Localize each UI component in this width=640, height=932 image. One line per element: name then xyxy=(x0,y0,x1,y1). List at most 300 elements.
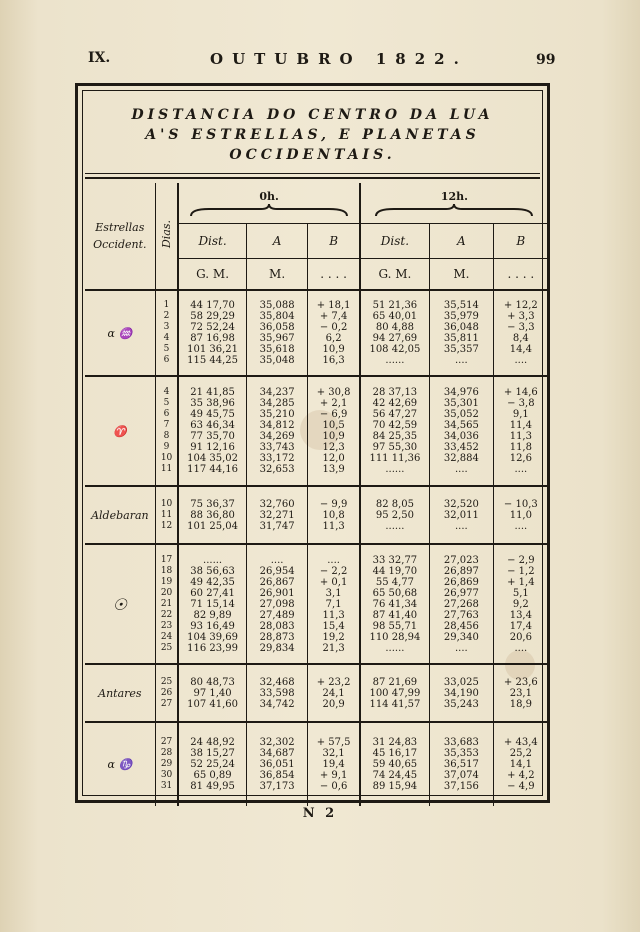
cell-line: 35,967 xyxy=(259,333,295,344)
title-line-1: DISTANCIA DO CENTRO DA LUA xyxy=(131,107,494,123)
cell-line: 28,456 xyxy=(443,620,479,632)
cell-line: − 3,3 xyxy=(507,322,535,333)
cell-line: + 23,6 xyxy=(503,676,538,688)
cell-line: 25 xyxy=(160,676,173,687)
cell-line: 37,074 xyxy=(443,770,479,781)
cell-line: 33,025 xyxy=(443,676,479,688)
a-0-cell xyxy=(246,664,308,722)
cell-line: 15,4 xyxy=(322,620,345,632)
cell-line: 13,9 xyxy=(322,464,345,475)
cell-line: 28 xyxy=(160,748,173,758)
cell-line: 9,1 xyxy=(512,409,529,420)
star-name: Aldebaran xyxy=(85,486,155,544)
cell-line: 59 40,65 xyxy=(372,759,418,770)
cell-line: 33,172 xyxy=(259,453,295,464)
cell-line: 104 35,02 xyxy=(187,453,239,464)
cell-line: 23,1 xyxy=(509,687,532,699)
group-row xyxy=(85,544,548,664)
cell-line: + 1,4 xyxy=(507,576,535,588)
cell-line: 34,742 xyxy=(259,698,295,710)
cell-line: 9,2 xyxy=(512,598,529,610)
cell-line: 34,285 xyxy=(259,398,295,409)
cell-line: 94 27,69 xyxy=(372,333,418,344)
cell-line: 107 41,60 xyxy=(187,698,239,710)
cell-line: 35,301 xyxy=(443,398,479,409)
distance-table xyxy=(85,183,548,806)
cell-line: ...... xyxy=(385,464,405,475)
cell-line: − 0,2 xyxy=(319,322,348,333)
cell-line: − 2,2 xyxy=(319,565,348,577)
cell-line: 35,618 xyxy=(259,344,295,355)
cell-line: 33 32,77 xyxy=(372,554,418,566)
star-name: Antares xyxy=(85,664,155,722)
cell-line: 34,190 xyxy=(443,687,479,699)
cell-line: 49 42,35 xyxy=(190,576,235,588)
cell-line: 34,237 xyxy=(259,387,295,398)
cell-line: + 57,5 xyxy=(316,737,351,748)
cell-line: 30 xyxy=(160,770,173,780)
cell-line: 34,269 xyxy=(259,431,295,442)
cell-line: 37,173 xyxy=(259,781,295,792)
cell-line: − 6,9 xyxy=(319,409,348,420)
dist-12-cell xyxy=(360,290,430,376)
cell-line: + 23,2 xyxy=(316,676,351,688)
cell-line: 20,9 xyxy=(322,698,345,710)
cell-line: 6,2 xyxy=(325,333,342,344)
cell-line: 29,834 xyxy=(259,642,295,654)
cell-line: 108 42,05 xyxy=(369,344,421,355)
cell-line: 60 27,41 xyxy=(190,587,235,599)
cell-line: 11,3 xyxy=(509,431,532,442)
cell-line: 88 36,80 xyxy=(190,509,235,521)
cell-line: 101 25,04 xyxy=(187,520,239,532)
cell-line: 13,4 xyxy=(509,609,532,621)
header-hour-0 xyxy=(178,183,359,224)
b-12-cell xyxy=(493,376,548,486)
cell-line: 1 xyxy=(163,300,170,310)
cell-line: 4 xyxy=(163,387,170,397)
cell-line: 36,517 xyxy=(443,759,479,770)
cell-line: 87 21,69 xyxy=(372,676,418,688)
cell-line: 26,901 xyxy=(259,587,295,599)
cell-line: 11,3 xyxy=(322,609,345,621)
cell-line: − 0,6 xyxy=(319,781,348,792)
cell-line: 32,653 xyxy=(259,464,295,475)
cell-line: 63 46,34 xyxy=(190,420,235,431)
unit-gm-12: G. M. xyxy=(360,259,430,291)
a-12-cell xyxy=(430,376,494,486)
cell-line: ...... xyxy=(385,520,405,532)
header-days xyxy=(155,183,178,290)
cell-line: .... xyxy=(455,355,468,366)
cell-line: 27,023 xyxy=(443,554,479,566)
cell-line: 35,048 xyxy=(259,355,295,366)
brace-0 xyxy=(189,203,349,217)
header-dist-12: Dist. xyxy=(360,224,430,259)
cell-line: 8 xyxy=(163,431,170,441)
cell-line: 58 29,29 xyxy=(190,311,235,322)
cell-line: 36,854 xyxy=(259,770,295,781)
cell-line: 26,954 xyxy=(259,565,295,577)
cell-line: 24 xyxy=(160,631,173,642)
cell-line: 35,811 xyxy=(443,333,479,344)
cell-line: + 3,3 xyxy=(507,311,535,322)
star-name: ☉ xyxy=(85,544,155,664)
cell-line: 35,210 xyxy=(259,409,295,420)
dist-0-cell xyxy=(178,290,246,376)
cell-line: + 7,4 xyxy=(319,311,348,322)
cell-line: − 3,8 xyxy=(507,398,535,409)
cell-line: 32,520 xyxy=(443,498,479,510)
cell-line: 97 55,30 xyxy=(372,442,418,453)
a-12-cell xyxy=(430,486,494,544)
cell-line: 10,9 xyxy=(322,431,345,442)
cell-line: 3,1 xyxy=(325,587,342,599)
cell-line: 70 42,59 xyxy=(372,420,418,431)
cell-line: 26 xyxy=(160,687,173,698)
cell-line: .... xyxy=(514,642,528,654)
cell-line: 33,743 xyxy=(259,442,295,453)
b-0-cell xyxy=(308,290,360,376)
a-12-cell xyxy=(430,664,494,722)
cell-line: + 9,1 xyxy=(319,770,348,781)
cell-line: 14,1 xyxy=(509,759,532,770)
cell-line: 34,976 xyxy=(443,387,479,398)
cell-line: 11,0 xyxy=(509,509,532,521)
cell-line: 20 xyxy=(160,587,173,598)
cell-line: 56 47,27 xyxy=(372,409,418,420)
brace-12 xyxy=(374,203,534,217)
cell-line: 10,5 xyxy=(322,420,345,431)
cell-line: 32,011 xyxy=(443,509,479,521)
cell-line: .... xyxy=(455,464,468,475)
cell-line: 35,088 xyxy=(259,300,295,311)
group-row xyxy=(85,376,548,486)
cell-line: 21,3 xyxy=(322,642,345,654)
cell-line: 19,2 xyxy=(322,631,345,643)
header-star-label: Estrellas Occident. xyxy=(93,221,147,251)
cell-line: 36,051 xyxy=(259,759,295,770)
title-rule-heavy xyxy=(85,177,540,179)
header-a-0: A xyxy=(246,224,308,259)
cell-line: 10,8 xyxy=(322,509,345,521)
b-0-cell xyxy=(308,664,360,722)
month-title: OUTUBRO 1822. xyxy=(210,50,468,68)
cell-line: 35,353 xyxy=(443,748,479,759)
b-12-cell xyxy=(493,290,548,376)
cell-line: 29,340 xyxy=(443,631,479,643)
cell-line: 35 38,96 xyxy=(190,398,235,409)
cell-line: 35,979 xyxy=(443,311,479,322)
chapter-number: IX. xyxy=(88,50,111,66)
days-cell xyxy=(155,486,178,544)
cell-line: 77 35,70 xyxy=(190,431,235,442)
cell-line: ...... xyxy=(203,554,223,566)
unit-dots-0: . . . . xyxy=(308,259,360,291)
dist-0-cell xyxy=(178,376,246,486)
b-0-cell xyxy=(308,486,360,544)
cell-line: 44 17,70 xyxy=(190,300,235,311)
cell-line: 10,9 xyxy=(322,344,345,355)
cell-line: 98 55,71 xyxy=(372,620,418,632)
days-cell xyxy=(155,544,178,664)
cell-line: 65 40,01 xyxy=(372,311,418,322)
b-12-cell xyxy=(493,722,548,806)
cell-line: 51 21,36 xyxy=(372,300,418,311)
b-0-cell xyxy=(308,722,360,806)
b-12-cell xyxy=(493,544,548,664)
cell-line: .... xyxy=(327,554,340,566)
unit-m-12: M. xyxy=(430,259,494,291)
cell-line: 115 44,25 xyxy=(187,355,239,366)
cell-line: 35,243 xyxy=(443,698,479,710)
cell-line: 11,3 xyxy=(322,520,345,532)
cell-line: 10 xyxy=(160,498,173,509)
cell-line: 11,4 xyxy=(509,420,532,431)
unit-gm-0: G. M. xyxy=(178,259,246,291)
cell-line: + 30,8 xyxy=(316,387,351,398)
cell-line: 91 12,16 xyxy=(190,442,235,453)
cell-line: − 1,2 xyxy=(507,565,535,577)
cell-line: 5 xyxy=(163,398,170,408)
cell-line: 3 xyxy=(163,322,170,332)
cell-line: 4 xyxy=(163,333,170,343)
cell-line: 9 xyxy=(163,442,170,452)
cell-line: 37,156 xyxy=(443,781,479,792)
days-cell xyxy=(155,722,178,806)
cell-line: 27,489 xyxy=(259,609,295,621)
a-12-cell xyxy=(430,544,494,664)
cell-line: 82 9,89 xyxy=(193,609,232,621)
cell-line: 75 36,37 xyxy=(190,498,235,510)
cell-line: 95 2,50 xyxy=(375,509,414,521)
cell-line: 32,760 xyxy=(259,498,295,510)
a-0-cell xyxy=(246,486,308,544)
cell-line: 52 25,24 xyxy=(190,759,235,770)
a-12-cell xyxy=(430,290,494,376)
cell-line: 34,565 xyxy=(443,420,479,431)
header-dist-0: Dist. xyxy=(178,224,246,259)
cell-line: − 10,3 xyxy=(503,498,538,510)
cell-line: 16,3 xyxy=(322,355,345,366)
cell-line: 18,9 xyxy=(509,698,532,710)
cell-line: 34,687 xyxy=(259,748,295,759)
cell-line: 26,869 xyxy=(443,576,479,588)
group-row xyxy=(85,722,548,806)
cell-line: + 4,2 xyxy=(507,770,535,781)
cell-line: 65 0,89 xyxy=(193,770,232,781)
cell-line: 25 xyxy=(160,642,173,653)
cell-line: ...... xyxy=(385,642,405,654)
cell-line: + 0,1 xyxy=(319,576,348,588)
cell-line: 18 xyxy=(160,565,173,576)
cell-line: 36,048 xyxy=(443,322,479,333)
dist-12-cell xyxy=(360,722,430,806)
dist-12-cell xyxy=(360,486,430,544)
hour-0-label: 0h. xyxy=(259,189,279,203)
cell-line: 110 28,94 xyxy=(369,631,421,643)
cell-line: 100 47,99 xyxy=(369,687,421,699)
cell-line: 11 xyxy=(160,464,173,474)
cell-line: 80 48,73 xyxy=(190,676,235,688)
cell-line: − 4,9 xyxy=(507,781,535,792)
cell-line: + 2,1 xyxy=(319,398,348,409)
header-b-12: B xyxy=(493,224,548,259)
cell-line: 24 48,92 xyxy=(190,737,235,748)
cell-line: .... xyxy=(455,642,468,654)
cell-line: 87 41,40 xyxy=(372,609,418,621)
days-cell xyxy=(155,290,178,376)
cell-line: 81 49,95 xyxy=(190,781,235,792)
dist-12-cell xyxy=(360,544,430,664)
cell-line: 20,6 xyxy=(509,631,532,643)
dist-0-cell xyxy=(178,486,246,544)
star-name: ♈ xyxy=(85,376,155,486)
cell-line: 23 xyxy=(160,620,173,631)
cell-line: 55 4,77 xyxy=(375,576,414,588)
a-0-cell xyxy=(246,290,308,376)
running-header xyxy=(0,50,640,74)
table-title xyxy=(83,105,542,165)
cell-line: 104 39,69 xyxy=(187,631,239,643)
star-name: α ♒ xyxy=(85,290,155,376)
a-0-cell xyxy=(246,544,308,664)
cell-line: 29 xyxy=(160,759,173,769)
cell-line: 32,302 xyxy=(259,737,295,748)
b-0-cell xyxy=(308,544,360,664)
cell-line: 31 24,83 xyxy=(372,737,418,748)
star-name: α ♑ xyxy=(85,722,155,806)
cell-line: 111 11,36 xyxy=(369,453,421,464)
cell-line: 32,468 xyxy=(259,676,295,688)
cell-line: 26,977 xyxy=(443,587,479,599)
cell-line: 31 xyxy=(160,781,173,791)
cell-line: 26,897 xyxy=(443,565,479,577)
cell-line: 6 xyxy=(163,355,170,365)
title-line-2: A'S ESTRELLAS, E PLANETAS OCCIDENTAIS. xyxy=(145,127,480,163)
cell-line: 42 42,69 xyxy=(372,398,418,409)
cell-line: 28,083 xyxy=(259,620,295,632)
table-body xyxy=(85,290,548,806)
cell-line: 21 41,85 xyxy=(190,387,235,398)
cell-line: 26,867 xyxy=(259,576,295,588)
cell-line: 76 41,34 xyxy=(372,598,418,610)
cell-line: 6 xyxy=(163,409,170,419)
cell-line: 17 xyxy=(160,554,173,565)
cell-line: 101 36,21 xyxy=(187,344,239,355)
dist-0-cell xyxy=(178,722,246,806)
cell-line: + 12,2 xyxy=(503,300,538,311)
unit-dots-12: . . . . xyxy=(493,259,548,291)
cell-line: 21 xyxy=(160,598,173,609)
cell-line: 35,357 xyxy=(443,344,479,355)
unit-m-0: M. xyxy=(246,259,308,291)
cell-line: 27 xyxy=(160,737,173,747)
cell-line: .... xyxy=(514,520,528,532)
cell-line: 27,098 xyxy=(259,598,295,610)
cell-line: 84 25,35 xyxy=(372,431,418,442)
cell-line: + 18,1 xyxy=(316,300,351,311)
table-inner-frame xyxy=(82,90,543,796)
b-12-cell xyxy=(493,664,548,722)
cell-line: 49 45,75 xyxy=(190,409,235,420)
cell-line: − 9,9 xyxy=(319,498,348,510)
cell-line: .... xyxy=(514,464,528,475)
cell-line: + 14,6 xyxy=(503,387,538,398)
cell-line: 11 xyxy=(160,509,173,520)
cell-line: 12,3 xyxy=(322,442,345,453)
days-cell xyxy=(155,376,178,486)
header-b-0: B xyxy=(308,224,360,259)
cell-line: 11,8 xyxy=(509,442,532,453)
cell-line: 36,058 xyxy=(259,322,295,333)
cell-line: 35,052 xyxy=(443,409,479,420)
cell-line: 27 xyxy=(160,698,173,709)
cell-line: 22 xyxy=(160,609,173,620)
cell-line: 19,4 xyxy=(322,759,345,770)
header-hour-12 xyxy=(360,183,548,224)
page-number: 99 xyxy=(536,52,556,68)
group-row xyxy=(85,486,548,544)
cell-line: 35,514 xyxy=(443,300,479,311)
cell-line: 14,4 xyxy=(509,344,532,355)
a-0-cell xyxy=(246,722,308,806)
hour-12-label: 12h. xyxy=(440,189,468,203)
a-12-cell xyxy=(430,722,494,806)
cell-line: 80 4,88 xyxy=(375,322,414,333)
cell-line: 116 23,99 xyxy=(187,642,239,654)
cell-line: 38 15,27 xyxy=(190,748,235,759)
a-0-cell xyxy=(246,376,308,486)
cell-line: 34,036 xyxy=(443,431,479,442)
b-12-cell xyxy=(493,486,548,544)
table-frame xyxy=(75,83,550,803)
cell-line: 31,747 xyxy=(259,520,295,532)
cell-line: 5 xyxy=(163,344,170,354)
cell-line: 24,1 xyxy=(322,687,345,699)
cell-line: 5,1 xyxy=(512,587,529,599)
cell-line: 114 41,57 xyxy=(369,698,421,710)
cell-line: 89 15,94 xyxy=(372,781,418,792)
cell-line: 12,0 xyxy=(322,453,345,464)
cell-line: 7,1 xyxy=(325,598,342,610)
cell-line: ...... xyxy=(385,355,405,366)
cell-line: 28 37,13 xyxy=(372,387,418,398)
cell-line: + 43,4 xyxy=(503,737,538,748)
dist-12-cell xyxy=(360,664,430,722)
cell-line: 45 16,17 xyxy=(372,748,418,759)
group-row xyxy=(85,290,548,376)
header-days-label: Dias. xyxy=(160,220,174,249)
cell-line: .... xyxy=(514,355,528,366)
cell-line: 44 19,70 xyxy=(372,565,418,577)
cell-line: − 2,9 xyxy=(507,554,535,566)
cell-line: 32,271 xyxy=(259,509,295,521)
cell-line: 33,683 xyxy=(443,737,479,748)
cell-line: 32,1 xyxy=(322,748,345,759)
cell-line: 72 52,24 xyxy=(190,322,235,333)
cell-line: .... xyxy=(455,520,468,532)
cell-line: 71 15,14 xyxy=(190,598,235,610)
signature-mark: N 2 xyxy=(302,806,338,821)
cell-line: 17,4 xyxy=(509,620,532,632)
cell-line: 12 xyxy=(160,520,173,531)
cell-line: 82 8,05 xyxy=(375,498,414,510)
cell-line: 8,4 xyxy=(512,333,529,344)
header-a-12: A xyxy=(430,224,494,259)
cell-line: 28,873 xyxy=(259,631,295,643)
days-cell xyxy=(155,664,178,722)
